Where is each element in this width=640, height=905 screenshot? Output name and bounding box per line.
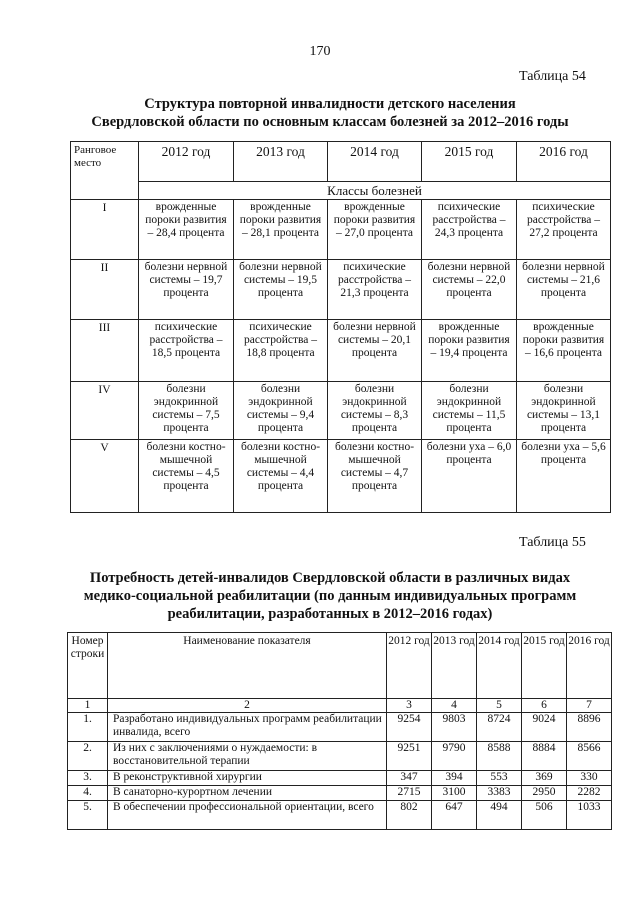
indicator-value: 2715 xyxy=(387,786,432,801)
table54-label: Таблица 54 xyxy=(519,69,586,84)
row-number: 5. xyxy=(68,801,108,830)
table54-title-line2: Свердловской области по основным классам болезней за 2012–2016 годы xyxy=(91,114,569,130)
year-header: 2014 год xyxy=(328,142,422,182)
table54 xyxy=(70,141,611,513)
disease-class-cell: психические расстройства – 24,3 процента xyxy=(422,200,517,260)
disease-class-cell: врожденные пороки развития – 28,4 процента xyxy=(139,200,234,260)
indicator-value: 1033 xyxy=(567,801,612,830)
row-number-header: Номер строки xyxy=(68,633,108,699)
table55-row xyxy=(68,786,612,801)
indicator-name-header: Наименование показателя xyxy=(108,633,387,699)
indicator-value: 8588 xyxy=(477,742,522,771)
indicator-value: 9024 xyxy=(522,713,567,742)
column-number: 2 xyxy=(108,699,387,713)
row-number: 3. xyxy=(68,771,108,786)
column-number: 3 xyxy=(387,699,432,713)
disease-class-cell: болезни уха – 5,6 процента xyxy=(517,440,611,513)
indicator-value: 647 xyxy=(432,801,477,830)
disease-class-cell: психические расстройства – 21,3 процента xyxy=(328,260,422,320)
rank-header: Ранговое место xyxy=(71,142,139,200)
column-number: 5 xyxy=(477,699,522,713)
indicator-value: 553 xyxy=(477,771,522,786)
indicator-name: В реконструктивной хирургии xyxy=(108,771,387,786)
disease-class-cell: болезни костно-мышечной системы – 4,4 процента xyxy=(234,440,328,513)
table55-row xyxy=(68,742,612,771)
disease-class-cell: болезни эндокринной системы – 13,1 процента xyxy=(517,382,611,440)
indicator-value: 8884 xyxy=(522,742,567,771)
indicator-value: 2282 xyxy=(567,786,612,801)
indicator-value: 3100 xyxy=(432,786,477,801)
table54-row xyxy=(71,260,611,320)
column-number: 1 xyxy=(68,699,108,713)
disease-class-cell: врожденные пороки развития – 27,0 процента xyxy=(328,200,422,260)
indicator-value: 506 xyxy=(522,801,567,830)
rank-cell: IV xyxy=(71,382,139,440)
rank-cell: III xyxy=(71,320,139,382)
disease-class-cell: болезни нервной системы – 20,1 процента xyxy=(328,320,422,382)
indicator-value: 8896 xyxy=(567,713,612,742)
year-header: 2012 год xyxy=(387,633,432,699)
indicator-name: Разработано индивидуальных программ реабилитации инвалида, всего xyxy=(108,713,387,742)
indicator-name: В санаторно-курортном лечении xyxy=(108,786,387,801)
disease-class-cell: болезни эндокринной системы – 8,3 процента xyxy=(328,382,422,440)
indicator-value: 369 xyxy=(522,771,567,786)
table55-title-line1: Потребность детей-инвалидов Свердловской области в различных видах xyxy=(89,570,571,586)
year-header: 2015 год xyxy=(522,633,567,699)
page-number: 170 xyxy=(309,44,331,59)
column-number: 4 xyxy=(432,699,477,713)
year-header: 2014 год xyxy=(477,633,522,699)
indicator-value: 347 xyxy=(387,771,432,786)
year-header: 2016 год xyxy=(517,142,611,182)
year-header: 2015 год xyxy=(422,142,517,182)
rank-cell: V xyxy=(71,440,139,513)
table54-title-line1: Структура повторной инвалидности детского населения xyxy=(144,96,516,112)
table55 xyxy=(67,632,612,830)
table54-title xyxy=(60,95,600,131)
disease-class-cell: болезни нервной системы – 19,5 процента xyxy=(234,260,328,320)
table55-row xyxy=(68,713,612,742)
column-number: 6 xyxy=(522,699,567,713)
indicator-value: 9803 xyxy=(432,713,477,742)
indicator-value: 9790 xyxy=(432,742,477,771)
table54-row xyxy=(71,320,611,382)
indicator-name: В обеспечении профессиональной ориентации, всего xyxy=(108,801,387,830)
indicator-value: 8724 xyxy=(477,713,522,742)
classes-header: Классы болезней xyxy=(139,182,611,200)
year-header: 2012 год xyxy=(139,142,234,182)
disease-class-cell: психические расстройства – 18,8 процента xyxy=(234,320,328,382)
indicator-value: 3383 xyxy=(477,786,522,801)
indicator-value: 802 xyxy=(387,801,432,830)
disease-class-cell: болезни эндокринной системы – 11,5 процента xyxy=(422,382,517,440)
year-header: 2013 год xyxy=(432,633,477,699)
rank-cell: I xyxy=(71,200,139,260)
table55-row xyxy=(68,801,612,830)
indicator-value: 394 xyxy=(432,771,477,786)
table54-row xyxy=(71,382,611,440)
indicator-value: 9254 xyxy=(387,713,432,742)
disease-class-cell: болезни нервной системы – 22,0 процента xyxy=(422,260,517,320)
year-header: 2013 год xyxy=(234,142,328,182)
row-number: 1. xyxy=(68,713,108,742)
disease-class-cell: болезни костно-мышечной системы – 4,7 процента xyxy=(328,440,422,513)
disease-class-cell: болезни нервной системы – 19,7 процента xyxy=(139,260,234,320)
disease-class-cell: психические расстройства – 27,2 процента xyxy=(517,200,611,260)
table55-row xyxy=(68,771,612,786)
table54-row xyxy=(71,440,611,513)
indicator-value: 2950 xyxy=(522,786,567,801)
disease-class-cell: врожденные пороки развития – 16,6 процента xyxy=(517,320,611,382)
disease-class-cell: болезни эндокринной системы – 9,4 процента xyxy=(234,382,328,440)
table55-title xyxy=(60,569,600,623)
indicator-value: 494 xyxy=(477,801,522,830)
row-number: 4. xyxy=(68,786,108,801)
indicator-value: 9251 xyxy=(387,742,432,771)
table54-row xyxy=(71,200,611,260)
table55-label: Таблица 55 xyxy=(519,535,586,550)
indicator-value: 330 xyxy=(567,771,612,786)
disease-class-cell: болезни костно-мышечной системы – 4,5 процента xyxy=(139,440,234,513)
year-header: 2016 год xyxy=(567,633,612,699)
disease-class-cell: болезни эндокринной системы – 7,5 процента xyxy=(139,382,234,440)
disease-class-cell: врожденные пороки развития – 28,1 процента xyxy=(234,200,328,260)
disease-class-cell: болезни нервной системы – 21,6 процента xyxy=(517,260,611,320)
disease-class-cell: врожденные пороки развития – 19,4 процента xyxy=(422,320,517,382)
table55-title-line3: реабилитации, разработанных в 2012–2016 годах) xyxy=(167,606,493,622)
indicator-value: 8566 xyxy=(567,742,612,771)
disease-class-cell: болезни уха – 6,0 процента xyxy=(422,440,517,513)
disease-class-cell: психические расстройства – 18,5 процента xyxy=(139,320,234,382)
column-number: 7 xyxy=(567,699,612,713)
table55-title-line2: медико-социальной реабилитации (по данным индивидуальных программ xyxy=(83,588,577,604)
rank-cell: II xyxy=(71,260,139,320)
row-number: 2. xyxy=(68,742,108,771)
indicator-name: Из них с заключениями о нуждаемости: в восстановительной терапии xyxy=(108,742,387,771)
